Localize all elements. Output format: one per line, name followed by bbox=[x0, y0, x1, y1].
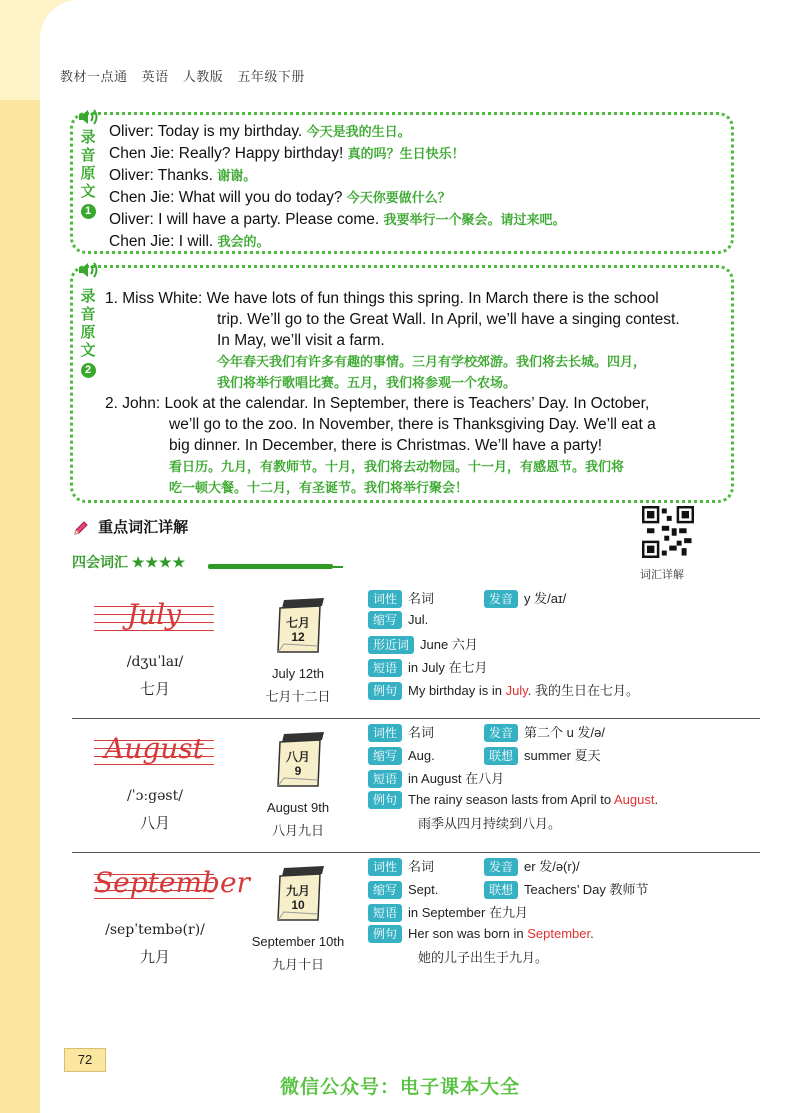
passage-line: In May, we’ll visit a farm. bbox=[217, 332, 385, 349]
dialogue-line bbox=[109, 209, 725, 231]
label-char: 文 bbox=[80, 342, 96, 359]
info-tag: 例句 bbox=[368, 925, 402, 943]
info-tag: 发音 bbox=[484, 858, 518, 876]
info-tag: 例句 bbox=[368, 682, 402, 700]
footer-watermark: 微信公众号：电子课本大全 bbox=[279, 1077, 520, 1098]
info-text: Jul. bbox=[408, 612, 429, 627]
label-number: 1 bbox=[81, 204, 96, 219]
entry-divider bbox=[72, 852, 760, 853]
info-tag: 短语 bbox=[368, 904, 402, 922]
date-english: September 10th bbox=[251, 934, 345, 949]
date-english: August 9th bbox=[266, 800, 330, 815]
passage-translation: 看日历。九月，有教师节。十月，我们将去动物园。十一月，有感恩节。我们将 bbox=[169, 459, 625, 474]
line-en: Oliver: Today is my birthday. bbox=[109, 123, 303, 140]
example-text: . bbox=[654, 792, 659, 807]
example-text: The rainy season lasts from April to bbox=[408, 792, 614, 807]
info-tag: 词性 bbox=[368, 858, 402, 876]
transcript-label-1 bbox=[79, 129, 97, 219]
qr-label: 词汇详解 bbox=[640, 569, 684, 581]
info-tag: 缩写 bbox=[368, 611, 402, 629]
header-subject: 英语 bbox=[141, 69, 169, 84]
vocab-entry bbox=[72, 722, 760, 850]
header-edition: 人教版 bbox=[182, 69, 224, 84]
info-text: June 六月 bbox=[420, 637, 478, 652]
entry-divider bbox=[72, 718, 760, 719]
info-tag: 联想 bbox=[484, 747, 518, 765]
dialogue-line bbox=[109, 143, 725, 165]
info-tag: 短语 bbox=[368, 659, 402, 677]
info-row bbox=[368, 588, 566, 608]
info-tag: 缩写 bbox=[368, 747, 402, 765]
highlighted-word: August bbox=[613, 792, 655, 807]
dialogue-line bbox=[109, 231, 725, 253]
info-tag: 发音 bbox=[484, 590, 518, 608]
phonetic: /ˈɔːgəst/ bbox=[127, 788, 183, 804]
left-margin-band bbox=[0, 100, 40, 1113]
calendar-month: 七月 bbox=[285, 616, 310, 630]
passage-translation: 吃一顿大餐。十二月，有圣诞节。我们将举行聚会！ bbox=[169, 480, 469, 495]
info-text: Teachers’ Day 教师节 bbox=[524, 882, 649, 897]
label-char: 音 bbox=[80, 147, 96, 164]
word-meaning: 九月 bbox=[139, 949, 170, 966]
running-header bbox=[60, 66, 315, 85]
passage-translation: 我们将举行歌唱比赛。五月，我们将参观一个农场。 bbox=[217, 375, 517, 390]
label-char: 文 bbox=[80, 183, 96, 200]
info-row bbox=[368, 768, 504, 788]
date-chinese: 九月十日 bbox=[271, 957, 324, 972]
info-tag: 词性 bbox=[368, 724, 402, 742]
info-tag: 形近词 bbox=[368, 636, 414, 654]
star-rating: ★★★★ bbox=[131, 554, 187, 570]
header-grade: 五年级下册 bbox=[237, 69, 305, 84]
vocab-level-text: 四会词汇 bbox=[72, 554, 128, 570]
info-row bbox=[368, 879, 649, 899]
passage-line: 1. Miss White: We have lots of fun things this spring. In March there is the school bbox=[105, 290, 659, 307]
info-row bbox=[368, 856, 580, 876]
line-zh: 谢谢。 bbox=[217, 169, 257, 184]
info-tag: 例句 bbox=[368, 791, 402, 809]
dialogue-line bbox=[109, 121, 725, 143]
speaker-icon[interactable] bbox=[77, 260, 101, 280]
vocab-level-title bbox=[72, 552, 186, 572]
word-meaning: 八月 bbox=[139, 815, 170, 832]
example-translation: 雨季从四月持续到八月。 bbox=[418, 816, 562, 831]
label-char: 音 bbox=[80, 306, 96, 323]
section-title-text: 重点词汇详解 bbox=[98, 519, 189, 536]
dialogue-line bbox=[109, 187, 725, 209]
vocab-entry bbox=[72, 856, 760, 984]
calendar-day: 9 bbox=[294, 764, 302, 778]
info-tag: 短语 bbox=[368, 770, 402, 788]
info-row bbox=[368, 611, 428, 629]
info-row bbox=[368, 680, 639, 700]
phonetic: /dʒuˈlaɪ/ bbox=[126, 654, 184, 670]
calendar-month: 九月 bbox=[285, 884, 310, 898]
date-english: July 12th bbox=[271, 666, 325, 681]
info-row bbox=[368, 791, 658, 832]
cursive-word: July bbox=[126, 598, 182, 631]
section-title bbox=[72, 516, 188, 537]
calendar-day: 10 bbox=[291, 898, 305, 912]
info-text: Aug. bbox=[408, 748, 435, 763]
transcript-box-1 bbox=[70, 112, 734, 254]
transcript-1-lines bbox=[109, 121, 725, 253]
divider-bar bbox=[208, 564, 333, 569]
line-zh: 今天你要做什么？ bbox=[346, 191, 451, 206]
page-number: 72 bbox=[64, 1048, 106, 1072]
line-en: Oliver: I will have a party. Please come. bbox=[109, 211, 380, 228]
passage-line: big dinner. In December, there is Christmas. We’ll have a party! bbox=[169, 437, 603, 454]
info-text: Sept. bbox=[408, 882, 439, 897]
info-row bbox=[368, 925, 594, 966]
date-chinese: 七月十二日 bbox=[265, 689, 331, 704]
divider-bar-tail bbox=[333, 566, 343, 568]
qr-code-icon[interactable] bbox=[642, 506, 694, 558]
info-text: in August 在八月 bbox=[408, 771, 505, 786]
info-text: 名词 bbox=[408, 859, 435, 874]
passage-line: we’ll go to the zoo. In November, there is Thanksgiving Day. We’ll eat a bbox=[169, 416, 656, 433]
phonetic: /sepˈtembə(r)/ bbox=[105, 922, 205, 938]
info-text: 名词 bbox=[408, 591, 435, 606]
line-en: Chen Jie: What will you do today? bbox=[109, 189, 343, 206]
calendar-day: 12 bbox=[291, 630, 305, 644]
info-tag: 词性 bbox=[368, 590, 402, 608]
line-en: Oliver: Thanks. bbox=[109, 167, 213, 184]
line-zh: 我要举行一个聚会。请过来吧。 bbox=[383, 213, 566, 228]
line-zh: 今天是我的生日。 bbox=[306, 125, 411, 140]
transcript-label-2 bbox=[79, 288, 97, 378]
pencil-icon bbox=[72, 519, 90, 537]
example-text: Her son was born in bbox=[408, 926, 528, 941]
example-translation: 她的儿子出生于九月。 bbox=[418, 950, 549, 965]
label-char: 录 bbox=[80, 129, 96, 146]
calendar-month: 八月 bbox=[285, 750, 310, 764]
info-row bbox=[368, 722, 605, 742]
info-tag: 联想 bbox=[484, 881, 518, 899]
line-zh: 我会的。 bbox=[217, 235, 270, 250]
info-text: summer 夏天 bbox=[524, 748, 601, 763]
example-text: My birthday is in bbox=[408, 683, 506, 698]
info-text: 名词 bbox=[408, 725, 435, 740]
label-number: 2 bbox=[81, 363, 96, 378]
word-meaning: 七月 bbox=[139, 681, 170, 698]
info-text: in July 在七月 bbox=[408, 660, 488, 675]
info-row bbox=[368, 634, 478, 654]
vocab-entry bbox=[72, 588, 760, 716]
transcript-box-2 bbox=[70, 265, 734, 503]
passage-translation: 今年春天我们有许多有趣的事情。三月有学校郊游。我们将去长城。四月， bbox=[217, 354, 647, 369]
info-row bbox=[368, 902, 528, 922]
speaker-icon[interactable] bbox=[77, 107, 101, 127]
example-text: . 我的生日在七月。 bbox=[527, 683, 639, 698]
info-text: 第二个 u 发/ə/ bbox=[524, 725, 605, 740]
cursive-word: August bbox=[104, 732, 204, 765]
line-en: Chen Jie: Really? Happy birthday! bbox=[109, 145, 344, 162]
info-row bbox=[368, 745, 601, 765]
info-text: er 发/ə(r)/ bbox=[524, 859, 580, 874]
passage-line: 2. John: Look at the calendar. In September, there is Teachers’ Day. In October, bbox=[105, 395, 650, 412]
info-row bbox=[368, 657, 487, 677]
transcript-2-lines bbox=[105, 288, 725, 498]
dialogue-line bbox=[109, 165, 725, 187]
example-text: . bbox=[590, 926, 594, 941]
info-tag: 缩写 bbox=[368, 881, 402, 899]
date-chinese: 八月九日 bbox=[271, 823, 324, 838]
header-book: 教材一点通 bbox=[60, 69, 128, 84]
info-text: y 发/aɪ/ bbox=[524, 591, 567, 606]
line-en: Chen Jie: I will. bbox=[109, 233, 214, 250]
label-char: 原 bbox=[80, 324, 96, 341]
label-char: 原 bbox=[80, 165, 96, 182]
highlighted-word: September bbox=[527, 926, 591, 941]
info-text: in September 在九月 bbox=[408, 905, 528, 920]
info-tag: 发音 bbox=[484, 724, 518, 742]
passage-line: trip. We’ll go to the Great Wall. In April, we’ll have a singing contest. bbox=[217, 311, 680, 328]
highlighted-word: July bbox=[505, 683, 528, 698]
line-zh: 真的吗？生日快乐！ bbox=[347, 147, 465, 162]
cursive-word: September bbox=[94, 866, 250, 899]
label-char: 录 bbox=[80, 288, 96, 305]
